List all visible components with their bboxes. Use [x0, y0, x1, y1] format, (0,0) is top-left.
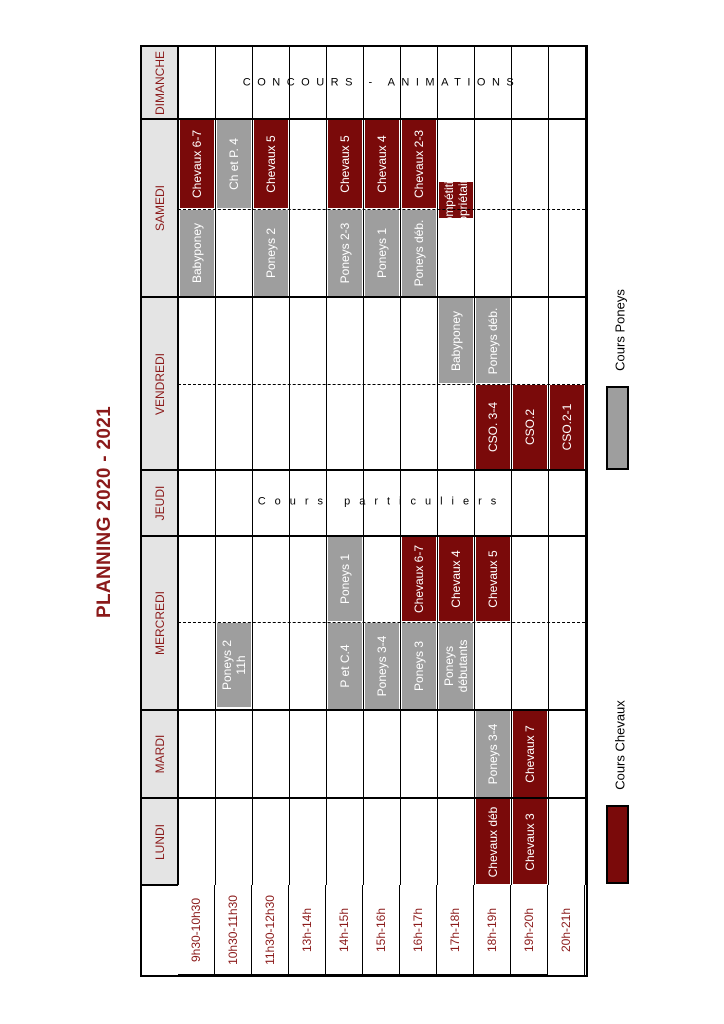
event-label: Poneys déb. — [486, 307, 500, 374]
event-label: Babyponey — [190, 222, 204, 284]
event-label: Chevaux 7 — [523, 725, 537, 783]
row-line — [585, 47, 586, 885]
time-label: 16h-17h — [411, 907, 425, 952]
event-label: Poneys 3-4 — [375, 635, 389, 697]
event-label: Poneys déb. — [412, 219, 426, 287]
event-label: Chevaux 4 — [449, 550, 463, 608]
row-line — [178, 47, 179, 885]
jeudi-note: Cours particuliers — [257, 495, 506, 508]
event-label: Poneys 3 — [412, 640, 426, 692]
event-cheval — [439, 166, 473, 234]
day-label: LUNDI — [152, 823, 167, 860]
time-cell — [511, 885, 548, 975]
event-cheval — [476, 799, 510, 884]
time-cell — [326, 885, 363, 975]
time-cell — [400, 885, 437, 975]
day-label: SAMEDI — [152, 184, 167, 232]
day-header-vendredi — [142, 297, 178, 470]
event-cheval — [513, 799, 547, 884]
schedule-grid — [140, 45, 588, 977]
day-line — [142, 797, 586, 799]
event-label: Poneys 1 — [338, 553, 352, 605]
time-label: 17h-18h — [448, 907, 462, 952]
time-cell — [178, 885, 215, 975]
event-cheval — [513, 385, 547, 469]
day-line — [142, 535, 586, 537]
time-label: 18h-19h — [485, 907, 499, 952]
event-poney — [328, 210, 362, 296]
time-label: 20h-21h — [559, 907, 573, 953]
row-line — [400, 47, 401, 885]
event-poney — [439, 623, 473, 709]
time-cell — [548, 885, 585, 975]
event-poney — [476, 711, 510, 797]
day-line — [142, 884, 178, 886]
time-label: 19h-20h — [522, 907, 536, 952]
event-cheval — [365, 120, 399, 208]
day-label: DIMANCHE — [152, 50, 167, 116]
event-label: Chevaux déb — [486, 806, 500, 877]
day-header-samedi — [142, 119, 178, 297]
event-poney — [180, 210, 214, 296]
day-line — [142, 709, 586, 711]
event-cheval — [513, 711, 547, 797]
legend-swatch-poneys — [606, 386, 629, 470]
event-label: Chevaux 5 — [338, 135, 352, 193]
event-label: Babyponey — [449, 310, 463, 371]
time-label: 11h30-12h30 — [263, 894, 277, 965]
event-label: CSO.2-1 — [560, 403, 574, 451]
row-line — [215, 47, 216, 885]
event-label: Chevaux 5 — [264, 135, 278, 193]
dimanche-note: CONCOURS - ANIMATIONS — [242, 76, 521, 89]
day-label: MARDI — [152, 734, 167, 774]
event-cheval — [476, 385, 510, 469]
legend-label-poneys: Cours Poneys — [612, 289, 628, 371]
day-header-dimanche — [142, 47, 178, 119]
day-header-lundi — [142, 798, 178, 885]
row-line — [548, 47, 549, 885]
event-label: Chevaux 4 — [375, 135, 389, 193]
day-label: MERCREDI — [152, 590, 167, 656]
day-label: JEUDI — [152, 485, 167, 521]
time-label: 13h-14h — [300, 907, 314, 952]
event-label: Poneys 1 — [375, 227, 389, 279]
time-cell — [252, 885, 289, 975]
event-label: Chevaux 6-7 — [190, 129, 204, 199]
row-line — [252, 47, 253, 885]
event-poney — [402, 623, 436, 709]
time-label: 10h30-11h30 — [226, 894, 240, 965]
event-cheval — [402, 120, 436, 208]
row-line — [289, 47, 290, 885]
event-label: Poneys 2-3 — [338, 222, 352, 284]
event-label: Poneys 3-4 — [486, 723, 500, 785]
event-cheval — [254, 120, 288, 208]
event-label: Poneys débutants — [442, 639, 470, 693]
event-poney — [365, 210, 399, 296]
event-poney — [217, 120, 251, 208]
row-line — [326, 47, 327, 885]
event-poney — [254, 210, 288, 296]
day-label: VENDREDI — [152, 352, 167, 415]
row-line — [511, 47, 512, 885]
legend-label-chevaux: Cours Chevaux — [612, 700, 628, 790]
event-poney — [476, 298, 510, 383]
event-cheval — [328, 120, 362, 208]
day-line — [142, 296, 586, 298]
event-poney — [365, 623, 399, 709]
event-label: Chevaux 3 — [523, 812, 537, 871]
event-poney — [328, 537, 362, 621]
event-label: Chevaux 2-3 — [412, 129, 426, 199]
event-label: Compétition propriétaires — [442, 166, 470, 234]
day-line — [142, 469, 586, 471]
event-poney — [328, 623, 362, 709]
time-cell — [289, 885, 326, 975]
event-poney — [402, 210, 436, 296]
event-label: Poneys 2 — [264, 227, 278, 279]
event-cheval — [476, 537, 510, 621]
day-header-jeudi — [142, 470, 178, 536]
time-label: 15h-16h — [374, 907, 388, 952]
row-line — [474, 47, 475, 885]
split-line — [178, 384, 585, 385]
event-cheval — [402, 537, 436, 621]
row-line — [363, 47, 364, 885]
time-label: 14h-15h — [337, 907, 351, 952]
event-label: CSO. 3-4 — [486, 401, 500, 453]
event-cheval — [550, 385, 584, 469]
event-cheval — [439, 537, 473, 621]
event-label: Chevaux 6-7 — [412, 544, 426, 614]
day-line — [142, 118, 586, 120]
day-header-mardi — [142, 710, 178, 798]
event-cheval — [180, 120, 214, 208]
day-header-mercredi — [142, 536, 178, 710]
time-cell — [437, 885, 474, 975]
event-label: Chevaux 5 — [486, 550, 500, 608]
event-label: P et C.4 — [338, 644, 352, 688]
time-label: 9h30-10h30 — [189, 897, 203, 962]
row-line — [437, 47, 438, 885]
time-cell — [215, 885, 252, 975]
split-line — [178, 622, 585, 623]
split-line — [178, 209, 585, 210]
event-label: Ch et P. 4 — [227, 138, 241, 190]
time-cell — [363, 885, 400, 975]
legend-swatch-chevaux — [606, 805, 629, 884]
event-poney — [217, 623, 251, 707]
event-label: CSO.2 — [523, 408, 537, 446]
page-title: PLANNING 2020 - 2021 — [94, 406, 115, 618]
time-cell — [474, 885, 511, 975]
event-label: Poneys 2 11h — [220, 639, 248, 691]
event-poney — [439, 298, 473, 383]
